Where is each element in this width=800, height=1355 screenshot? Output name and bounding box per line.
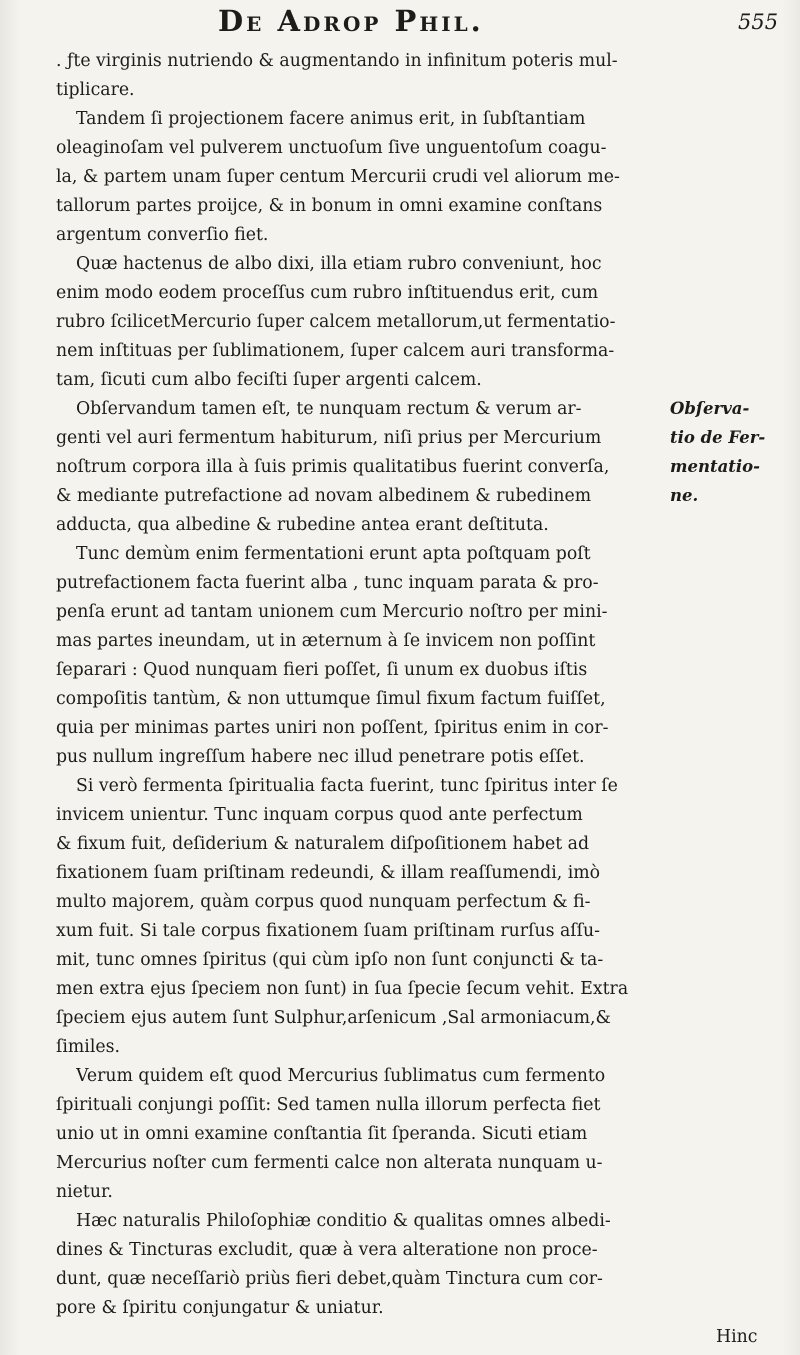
text-line: compoſitis tantùm, & non uttumque ſimul fixum factum fuiſſet,	[56, 689, 606, 709]
marginal-note-line: tio de Fer-	[670, 428, 766, 447]
text-line: Quæ hactenus de albo dixi, illa etiam rubro conveniunt, hoc	[76, 254, 602, 274]
text-line: fixationem ſuam priſtinam redeundi, & illam reaſſumendi, imò	[56, 863, 601, 883]
text-line: & fixum fuit, deſiderium & naturalem diſpoſitionem habet ad	[56, 834, 590, 854]
text-line: Hæc naturalis Philoſophiæ conditio & qualitas omnes albedi-	[76, 1211, 611, 1231]
page-number: 555	[738, 10, 779, 34]
text-line: & mediante putrefactione ad novam albedinem & rubedinem	[56, 486, 592, 506]
text-line: argentum converſio fiet.	[56, 225, 269, 245]
text-line: genti vel auri fermentum habiturum, niſi prius per Mercurium	[56, 428, 602, 448]
running-head	[0, 4, 800, 44]
text-line: pus nullum ingreſſum habere nec illud penetrare potis eſſet.	[56, 747, 585, 767]
text-line: ſpirituali conjungi poſſit: Sed tamen nulla illorum perfecta fiet	[56, 1095, 601, 1115]
marginal-note-line: mentatio-	[670, 457, 761, 476]
text-line: adducta, qua albedine & rubedine antea erant deſtituta.	[56, 515, 549, 535]
text-line: ſeparari : Quod nunquam fieri poſſet, ſi unum ex duobus iſtis	[56, 660, 588, 680]
text-line: Mercurius noſter cum fermenti calce non alterata nunquam u-	[56, 1153, 603, 1173]
text-line: enim modo eodem proceſſus cum rubro inſtituendus erit, cum	[56, 283, 599, 303]
text-line: dines & Tincturas excludit, quæ à vera alteratione non proce-	[56, 1240, 598, 1260]
text-line: Obſervandum tamen eſt, te nunquam rectum & verum ar-	[76, 399, 582, 419]
text-line: putrefactionem facta fuerint alba , tunc inquam parata & pro-	[56, 573, 599, 593]
text-line: oleaginoſam vel pulverem unctuoſum ſive unguentoſum coagu-	[56, 138, 607, 158]
text-line: unio ut in omni examine conſtantia ſit ſperanda. Sicuti etiam	[56, 1124, 588, 1144]
text-line: Tandem ſi projectionem facere animus erit, in ſubſtantiam	[76, 109, 586, 129]
text-line: men extra ejus ſpeciem non ſunt) in ſua ſpecie ſecum vehit. Extra	[56, 979, 629, 999]
text-line: rubro ſcilicetMercurio ſuper calcem metallorum,ut fermentatio-	[56, 312, 616, 332]
text-line: . ƒte virginis nutriendo & augmentando in infinitum poteris mul-	[56, 51, 618, 71]
text-line: Verum quidem eſt quod Mercurius ſublimatus cum fermento	[76, 1066, 606, 1086]
text-line: ſimiles.	[56, 1037, 120, 1057]
text-line: penſa erunt ad tantam unionem cum Mercurio noſtro per mini-	[56, 602, 608, 622]
text-line: tam, ſicuti cum albo feciſti ſuper argenti calcem.	[56, 370, 482, 390]
marginal-note-line: Obſerva-	[670, 399, 750, 418]
text-line: invicem unientur. Tunc inquam corpus quod ante perfectum	[56, 805, 583, 825]
text-line: multo majorem, quàm corpus quod nunquam perfectum & fi-	[56, 892, 591, 912]
text-line: dunt, quæ neceſſariò priùs fieri debet,quàm Tinctura cum cor-	[56, 1269, 603, 1289]
text-line: mit, tunc omnes ſpiritus (qui cùm ipſo non ſunt conjuncti & ta-	[56, 950, 604, 970]
catchword: Hinc	[716, 1327, 758, 1347]
text-line: nietur.	[56, 1182, 113, 1202]
text-line: quia per minimas partes uniri non poſſent, ſpiritus enim in cor-	[56, 718, 609, 738]
text-line: pore & ſpiritu conjungatur & uniatur.	[56, 1298, 384, 1318]
text-line: la, & partem unam ſuper centum Mercurii crudi vel aliorum me-	[56, 167, 620, 187]
text-line: xum fuit. Si tale corpus fixationem ſuam priſtinam rurſus aſſu-	[56, 921, 601, 941]
text-line: noſtrum corpora illa à ſuis primis qualitatibus fuerint converſa,	[56, 457, 610, 477]
text-line: ſpeciem ejus autem ſunt Sulphur,arſenicum ,Sal armoniacum,&	[56, 1008, 611, 1028]
text-line: Tunc demùm enim fermentationi erunt apta poſtquam poſt	[76, 544, 591, 564]
text-line: Si verò fermenta ſpiritualia facta fuerint, tunc ſpiritus inter ſe	[76, 776, 618, 796]
text-line: tallorum partes proijce, & in bonum in omni examine conſtans	[56, 196, 603, 216]
running-head-title: De Adrop Phil.	[218, 4, 484, 38]
marginal-note-line: ne.	[670, 486, 699, 505]
text-line: mas partes ineundam, ut in æternum à ſe invicem non poſſint	[56, 631, 596, 651]
text-line: tiplicare.	[56, 80, 135, 100]
text-line: nem inſtituas per ſublimationem, ſuper calcem auri transforma-	[56, 341, 615, 361]
